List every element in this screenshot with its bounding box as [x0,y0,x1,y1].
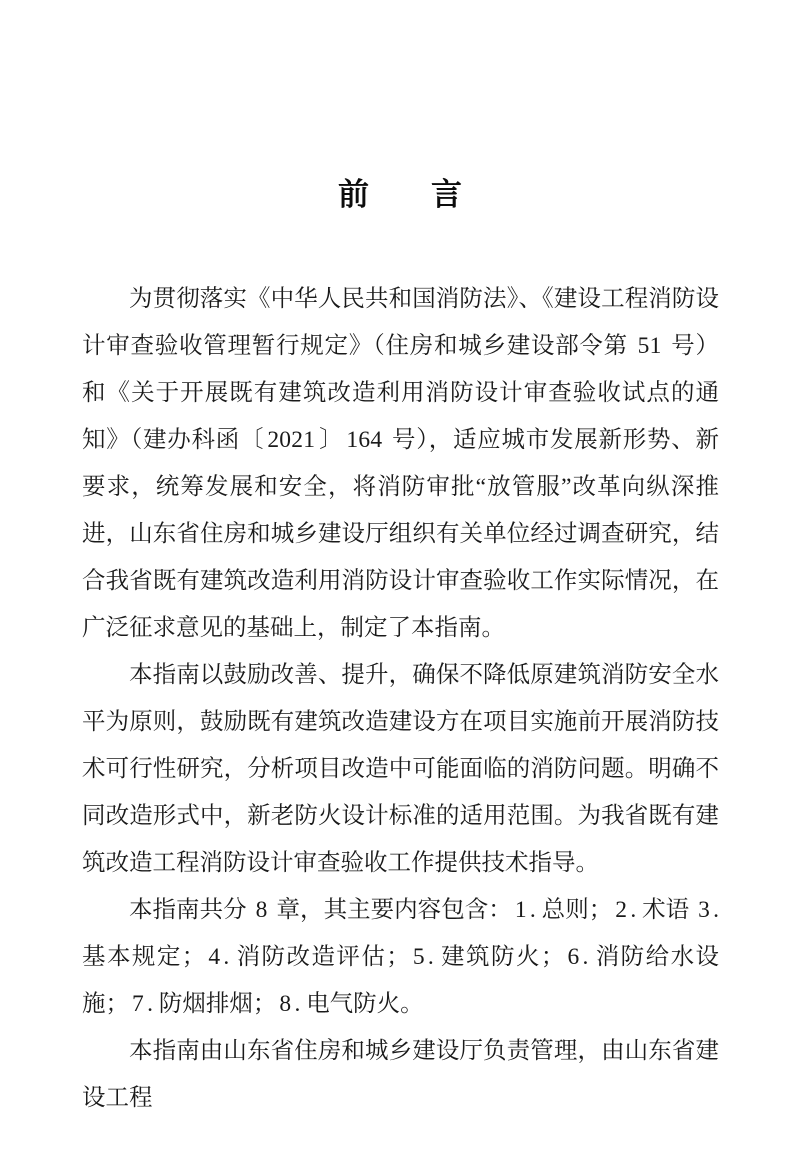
inline-number: 4 [208,944,221,970]
paragraph-3-chapter-list: 本指南共分 8 章，其主要内容包含： 1 . 总则； 2 . 术语 3 . 基本规定； 4 . 消防改造评估； 5 . 建筑防火； 6 . 消防给水设施； 7 . 防烟排烟； 8 . 电气防火。 [82,897,720,1017]
paragraph-2: 本指南以鼓励改善、提升，确保不降低原建筑消防安全水平为原则，鼓励既有建筑改造建设方在项目实施前开展消防技术可行性研究，分析项目改造中可能面临的消防问题。明确不同改造形式中，新老防火设计标准的适用范围。为我省既有建筑改造工程消防设计审查验收工作提供技术指导。 [82,662,719,876]
paragraph-4-administration: 本指南由山东省住房和城乡建设厅负责管理，由山东省建设工程 [82,1038,719,1111]
inline-number: 3 [698,897,711,923]
page-title: 前 言 [338,177,462,212]
inline-number: 8 [255,897,268,923]
inline-number: 1 [514,897,527,923]
inline-number: 8 [279,991,292,1017]
inline-number: 2 [615,897,628,923]
inline-number: 7 [132,991,145,1017]
inline-number: 51 [637,333,662,359]
body-text [82,276,719,1122]
inline-number: 2021 [267,427,316,453]
paragraph-1: 为贯彻落实《中华人民共和国消防法》、《建设工程消防设计审查验收管理暂行规定》（住房和城乡建设部令第 51 号）和《关于开展既有建筑改造利用消防设计审查验收试点的通知》（建办科函〔 2021 〕 164 号），适应城市发展新形势、新要求，统筹发展和安全，将消防审批“放管服”改革向纵深推进，山东省住房和城乡建设厅组织有关单位经过调查研究，结合我省既有建筑改造利用消防设计审查验收工作实际情况，在广泛征求意见的基础上，制定了本指南。 [82,286,720,641]
inline-number: 5 [412,944,425,970]
inline-number: 6 [567,944,580,970]
inline-number: 164 [346,427,383,453]
